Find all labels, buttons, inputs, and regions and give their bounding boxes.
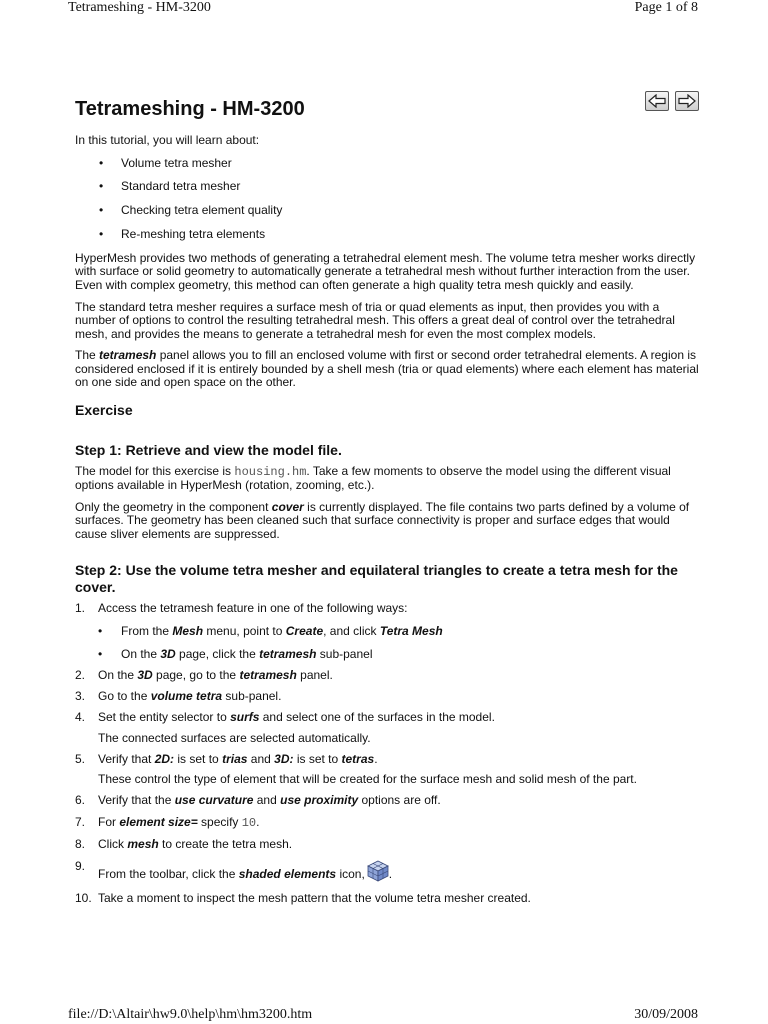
section-heading: Exercise — [75, 402, 133, 419]
file-path: file://D:\Altair\hw9.0\help\hm\hm3200.htm — [68, 1007, 313, 1022]
list-item: 5. Verify that 2D: is set to trias and 3D: is set to tetras. These control the type of element that will be created for the surface mesh and solid mesh of the part. — [75, 753, 700, 787]
bullet: • — [99, 203, 104, 218]
bullet: • — [99, 155, 104, 170]
list-item: • From the Mesh menu, point to Create, and click Tetra Mesh — [98, 624, 443, 639]
bullet: • — [99, 179, 104, 194]
list-item: 7. For element size= specify 10. — [75, 814, 260, 830]
sub-list — [98, 625, 700, 661]
list-item: 6. Verify that the use curvature and use proximity options are off. — [75, 793, 441, 808]
paragraph: Only the geometry in the component cover is currently displayed. The file contains two parts defined by a volume of surfaces. The geometry has been cleaned such that surface connectivity is proper and surface edges that would cause sliver elements are suppressed. — [75, 499, 690, 542]
shaded-elements-icon — [367, 860, 389, 886]
list-item: 3. Go to the volume tetra sub-panel. — [75, 689, 282, 703]
list-item: 8. Click mesh to create the tetra mesh. — [75, 836, 293, 851]
list-item: 1. Access the tetramesh feature in one of the following ways: • From the Mesh menu, point to Create, and click Tetra Mesh • On the 3D page, click the tetramesh sub-panel — [75, 602, 700, 662]
topics-list — [75, 157, 700, 242]
list-item: 10. Take a moment to inspect the mesh pattern that the volume tetra mesher created. — [75, 890, 531, 905]
page-header-title: Tetrameshing - HM-3200 — [68, 0, 211, 15]
list-item: • Checking tetra element quality — [99, 203, 283, 218]
step-heading: Step 1: Retrieve and view the model file. — [75, 441, 342, 458]
list-item: 2. On the 3D page, go to the tetramesh panel. — [75, 667, 333, 682]
list-item: • Re-meshing tetra elements — [99, 226, 266, 241]
filename: housing.hm — [234, 464, 307, 479]
steps-list — [75, 602, 700, 906]
step-heading: Step 2: Use the volume tetra mesher and equilateral triangles to create a tetra mesh for the cover. — [75, 561, 678, 595]
intro-text: In this tutorial, you will learn about: — [75, 133, 260, 147]
page-title: Tetrameshing - HM-3200 — [75, 98, 305, 120]
list-item: • On the 3D page, click the tetramesh sub-panel — [98, 646, 373, 661]
paragraph: The standard tetra mesher requires a surface mesh of tria or quad elements as input, then provides you with a number of options to control the resulting tetrahedral mesh. This offers a great deal of control over the tetrahedral mesh, and provides the means to generate a tetrahedral mesh for even the most complex models. — [75, 299, 675, 341]
paragraph: HyperMesh provides two methods of generating a tetrahedral element mesh. The volume tetra mesher works directly with surface or solid geometry to automatically generate a tetrahedral mesh without further interaction from the user. Even with complex geometry, this method can often generate a high quality tetra mesh quickly and easily. — [75, 250, 696, 292]
step-note: The connected surfaces are selected automatically. — [98, 730, 371, 745]
list-item: • Volume tetra mesher — [99, 155, 232, 170]
paragraph: The tetramesh panel allows you to fill an enclosed volume with first or second order tetrahedral elements. A region is considered enclosed if it is entirely bounded by a shell mesh (tria or quad elements) where each element has material on one side and open space on the other. — [75, 348, 699, 390]
bullet: • — [99, 226, 104, 241]
list-item: 9. From the toolbar, click the shaded elements icon, . — [75, 860, 700, 886]
page-number: Page 1 of 8 — [634, 0, 698, 15]
print-date: 30/09/2008 — [634, 1007, 698, 1022]
list-item: • Standard tetra mesher — [99, 179, 241, 194]
document-body — [75, 96, 700, 913]
paragraph: The model for this exercise is housing.hm. Take a few moments to observe the model using the different visual options available in HyperMesh (rotation, zooming, etc.). — [75, 463, 671, 493]
step-note: These control the type of element that will be created for the surface mesh and solid mesh of the part. — [98, 772, 637, 787]
list-item: 4. Set the entity selector to surfs and select one of the surfaces in the model. The connected surfaces are selected automatically. — [75, 711, 700, 745]
